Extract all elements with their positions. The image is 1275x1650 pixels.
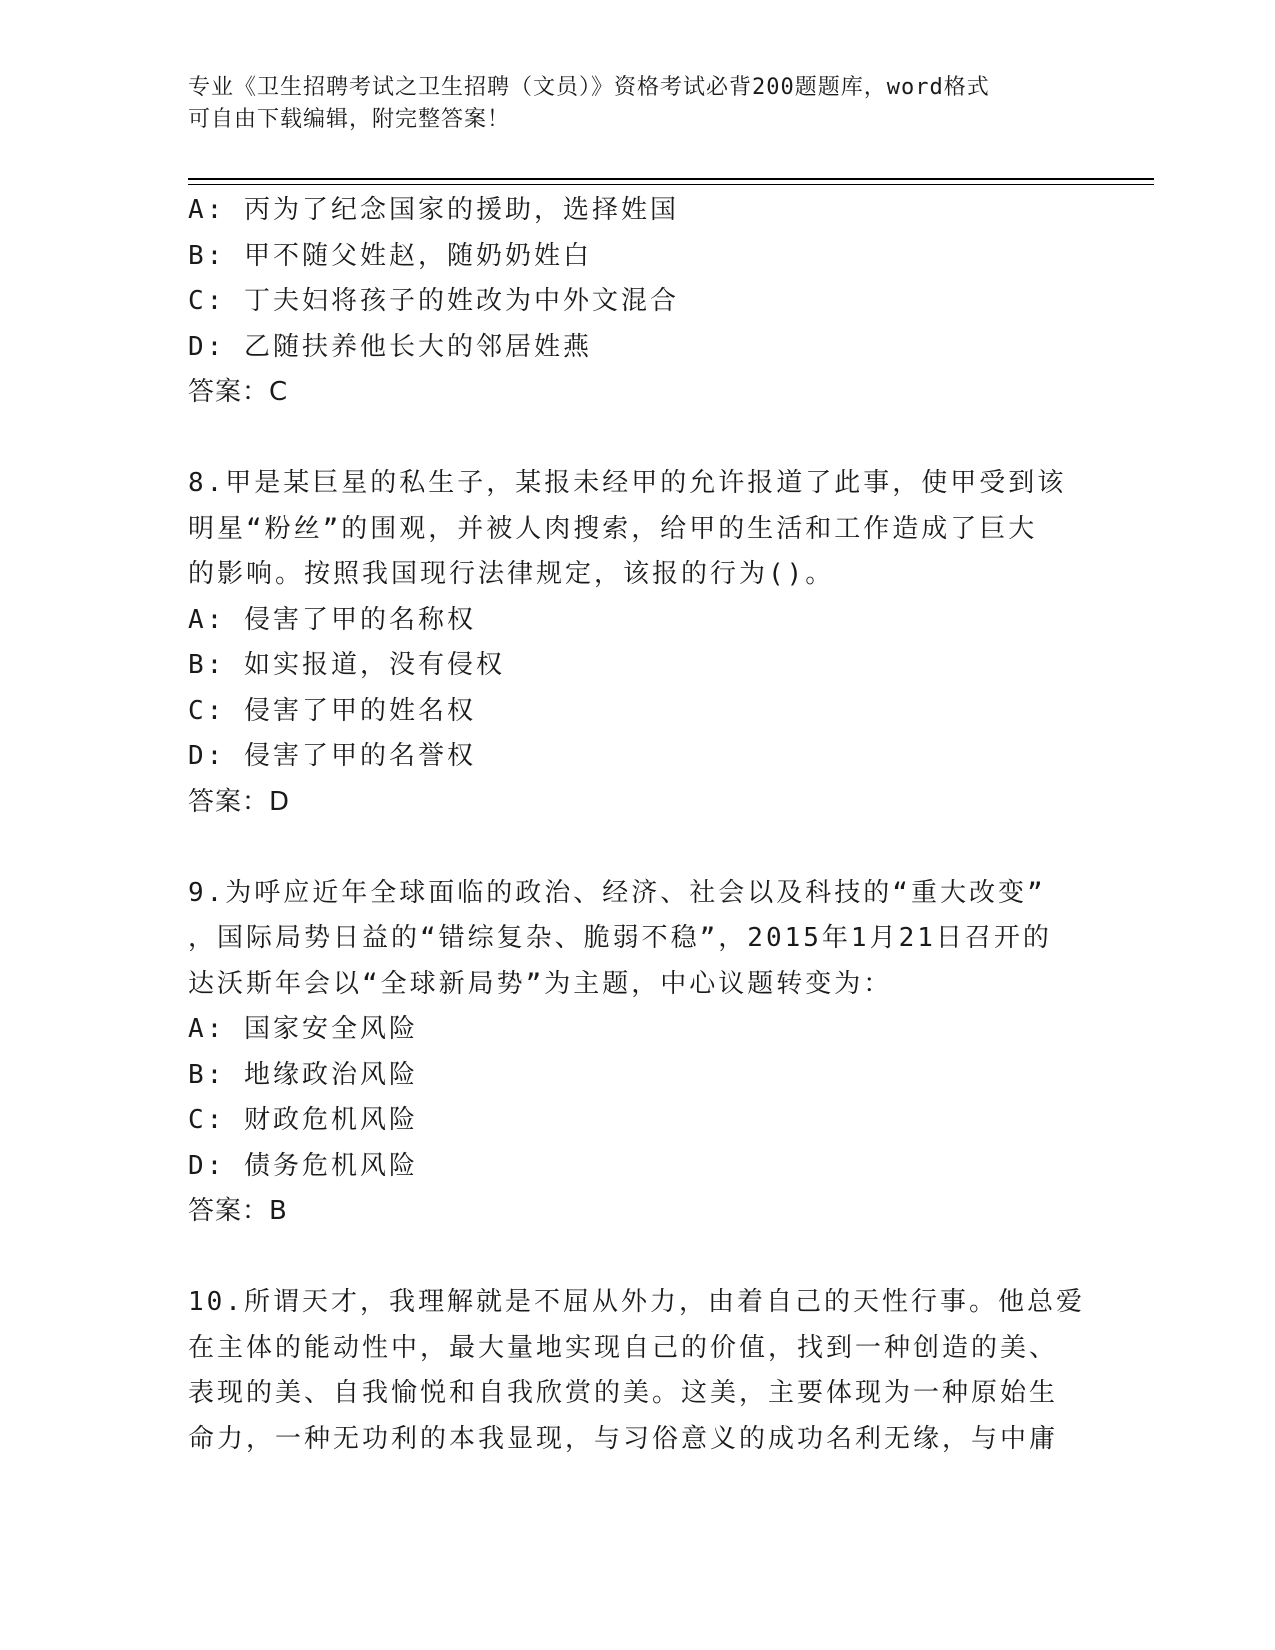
question-stem-line: 8.甲是某巨星的私生子，某报未经甲的允许报道了此事，使甲受到该 bbox=[188, 468, 1067, 498]
option-a: A: 侵害了甲的名称权 bbox=[188, 604, 476, 635]
question-stem-line: 在主体的能动性中，最大量地实现自己的价值，找到一种创造的美、 bbox=[188, 1332, 1059, 1363]
header-divider-thick bbox=[188, 178, 1154, 180]
answer-line: 答案：C bbox=[188, 377, 289, 407]
answer-line: 答案：D bbox=[188, 786, 291, 817]
question-stem-line: 10.所谓天才，我理解就是不屈从外力，由着自己的天性行事。他总爱 bbox=[188, 1287, 1085, 1317]
question-stem-line: 9.为呼应近年全球面临的政治、经济、社会以及科技的“重大改变” bbox=[188, 877, 1046, 908]
question-9 bbox=[188, 871, 1088, 1235]
question-stem-line: 明星“粉丝”的围观，并被人肉搜索，给甲的生活和工作造成了巨大 bbox=[188, 513, 1038, 544]
option-b: B: 甲不随父姓赵，随奶奶姓白 bbox=[188, 240, 592, 271]
header-subtitle-line: 可自由下载编辑，附完整答案！ bbox=[188, 107, 511, 132]
option-b: B: 地缘政治风险 bbox=[188, 1059, 418, 1090]
option-a: A: 丙为了纪念国家的援助，选择姓国 bbox=[188, 195, 679, 225]
spacer bbox=[188, 416, 1088, 462]
option-c: C: 丁夫妇将孩子的姓改为中外文混合 bbox=[188, 286, 679, 316]
option-d: D: 乙随扶养他长大的邻居姓燕 bbox=[188, 331, 592, 362]
question-7 bbox=[188, 188, 1088, 416]
question-8 bbox=[188, 461, 1088, 825]
question-stem-line: ，国际局势日益的“错综复杂、脆弱不稳”，2015年1月21日召开的 bbox=[188, 923, 1052, 953]
question-list bbox=[188, 188, 1088, 1462]
question-stem-line: 的影响。按照我国现行法律规定，该报的行为()。 bbox=[188, 559, 835, 589]
document-header bbox=[188, 72, 1088, 136]
option-d: D: 债务危机风险 bbox=[188, 1150, 418, 1181]
option-c: C: 财政危机风险 bbox=[188, 1105, 418, 1135]
header-divider-thin bbox=[188, 184, 1154, 185]
option-d: D: 侵害了甲的名誉权 bbox=[188, 741, 476, 771]
question-10 bbox=[188, 1280, 1088, 1462]
option-a: A: 国家安全风险 bbox=[188, 1014, 418, 1044]
spacer bbox=[188, 1235, 1088, 1281]
answer-line: 答案：B bbox=[188, 1196, 288, 1226]
spacer bbox=[188, 825, 1088, 871]
question-stem-line: 达沃斯年会以“全球新局势”为主题，中心议题转变为： bbox=[188, 968, 893, 999]
question-stem-line: 命力，一种无功利的本我显现，与习俗意义的成功名利无缘，与中庸 bbox=[188, 1423, 1059, 1454]
header-title-line: 专业《卫生招聘考试之卫生招聘（文员）》资格考试必背200题题库，word格式 bbox=[188, 75, 990, 100]
question-stem-line: 表现的美、自我愉悦和自我欣赏的美。这美，主要体现为一种原始生 bbox=[188, 1378, 1059, 1408]
option-b: B: 如实报道，没有侵权 bbox=[188, 650, 505, 680]
option-c: C: 侵害了甲的姓名权 bbox=[188, 695, 476, 726]
